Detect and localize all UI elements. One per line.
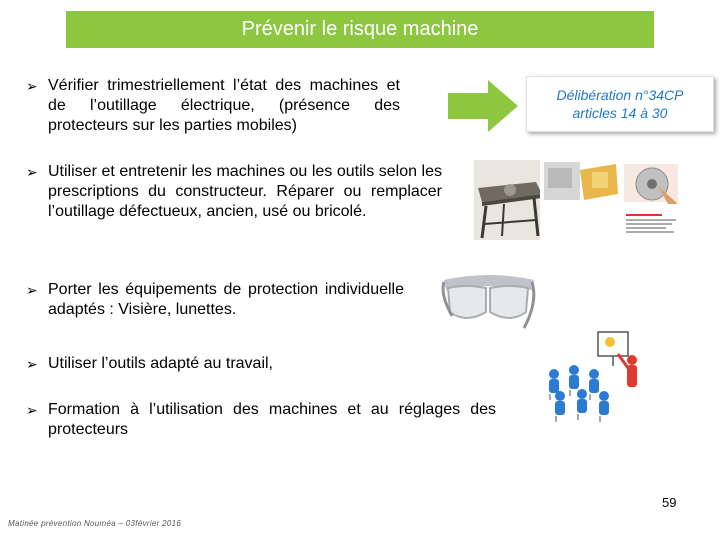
green-arrow-icon [448, 80, 518, 132]
slide-title [66, 11, 654, 48]
footer-text: Matinée prévention Nouméa – 03février 2016 [8, 519, 182, 528]
arrow-bullet-icon: ➢ [26, 402, 38, 418]
table-saw-image [474, 160, 544, 240]
arrow-bullet-icon: ➢ [26, 356, 38, 372]
safety-glasses-image [438, 272, 538, 332]
bullet-text: Porter les équipements de protection individuelle adaptés : Visière, lunettes. [48, 281, 404, 318]
bullet-item [26, 76, 400, 136]
slide-title-text: Prévenir le risque machine [241, 18, 479, 40]
machine-guard-flyer-image [540, 160, 682, 242]
reference-line-1: Délibération n°34CP [556, 87, 684, 103]
bullet-text: Vérifier trimestriellement l’état des machines et de l’outillage électrique, (présence des protecteurs sur les parties mobiles) [48, 77, 400, 134]
page-number: 59 [662, 495, 677, 510]
bullet-text: Utiliser l’outils adapté au travail, [48, 355, 273, 372]
bullet-item [26, 354, 446, 374]
reference-line-2: articles 14 à 30 [572, 105, 668, 121]
bullet-item [26, 400, 496, 440]
bullet-item [26, 280, 404, 320]
reference-box [526, 76, 714, 132]
arrow-bullet-icon: ➢ [26, 282, 38, 298]
arrow-bullet-icon: ➢ [26, 164, 38, 180]
bullet-text: Utiliser et entretenir les machines ou les outils selon les prescriptions du constructeur. Réparer ou remplacer l’outillage défectueux, ancien, usé ou bricolé. [48, 163, 442, 220]
arrow-bullet-icon: ➢ [26, 78, 38, 94]
training-presentation-image [540, 330, 640, 424]
bullet-text: Formation à l’utilisation des machines et au réglages des protecteurs [48, 401, 496, 438]
bullet-item [26, 162, 442, 222]
